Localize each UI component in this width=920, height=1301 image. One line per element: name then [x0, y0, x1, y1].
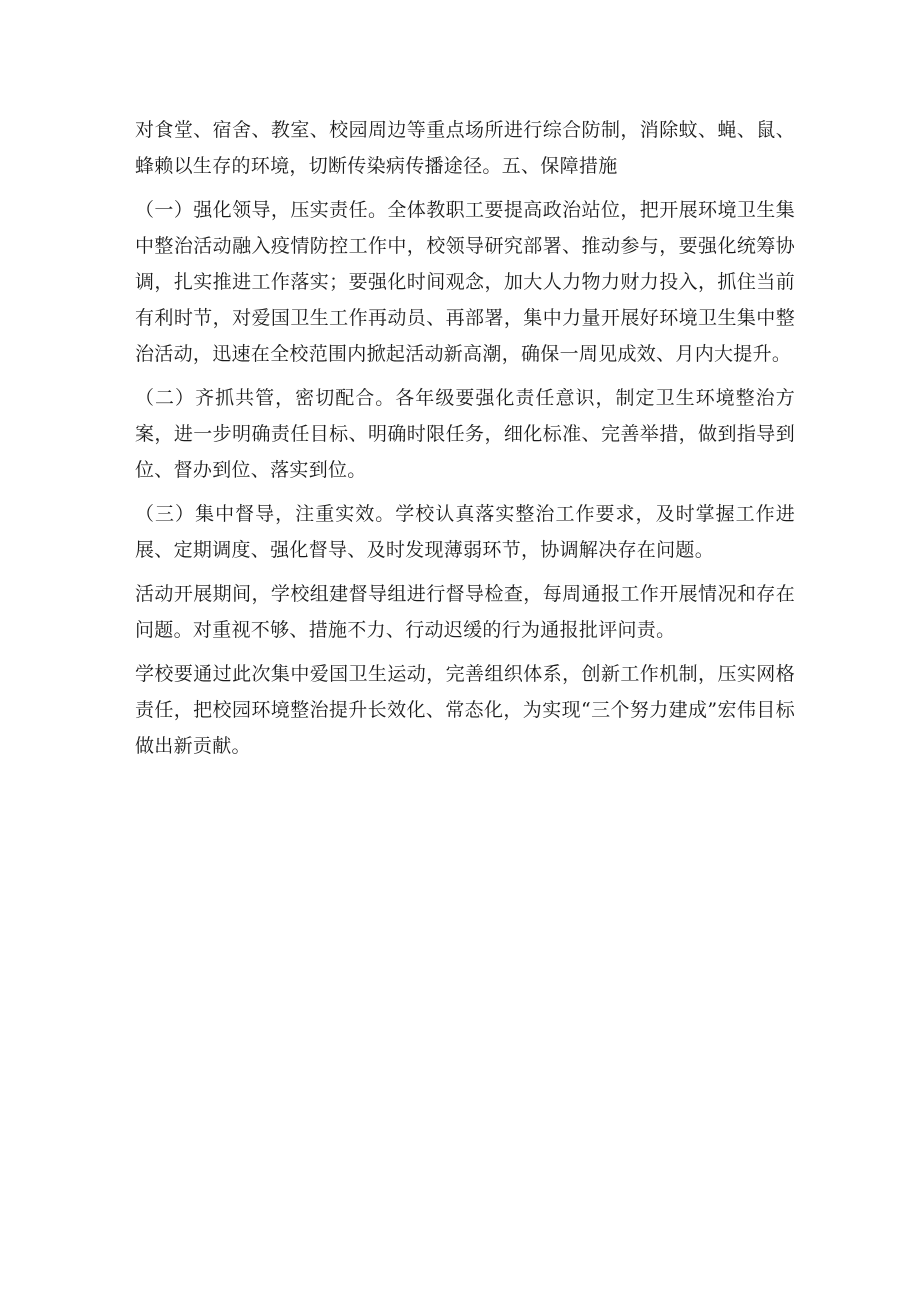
paragraph-conclusion: 学校要通过此次集中爱国卫生运动，完善组织体系，创新工作机制，压实网格责任，把校园环境整治提升长效化、常态化，为实现“三个努力建成”宏伟目标做出新贡献。 [135, 663, 795, 757]
paragraph-prevention: 对食堂、宿舍、教室、校园周边等重点场所进行综合防制，消除蚊、蝇、鼠、蜂赖以生存的环境，切断传染病传播途径。五、保障措施 [135, 119, 795, 177]
paragraph-inspection: 活动开展期间，学校组建督导组进行督导检查，每周通报工作开展情况和存在问题。对重视不够、措施不力、行动迟缓的行为通报批评问责。 [135, 583, 795, 641]
paragraph-supervision: （三）集中督导，注重实效。学校认真落实整治工作要求，及时掌握工作进展、定期调度、强化督导、及时发现薄弱环节，协调解决存在问题。 [135, 503, 795, 561]
document-body [135, 112, 795, 772]
paragraph-leadership: （一）强化领导，压实责任。全体教职工要提高政治站位，把开展环境卫生集中整治活动融入疫情防控工作中，校领导研究部署、推动参与，要强化统筹协调，扎实推进工作落实；要强化时间观念，加大人力物力财力投入，抓住当前有利时节，对爱国卫生工作再动员、再部署，集中力量开展好环境卫生集中整治活动，迅速在全校范围内掀起活动新高潮，确保一周见成效、月内大提升。 [135, 199, 795, 365]
paragraph-cooperation: （二）齐抓共管，密切配合。各年级要强化责任意识，制定卫生环境整治方案，进一步明确责任目标、明确时限任务，细化标准、完善举措，做到指导到位、督办到位、落实到位。 [135, 387, 795, 481]
